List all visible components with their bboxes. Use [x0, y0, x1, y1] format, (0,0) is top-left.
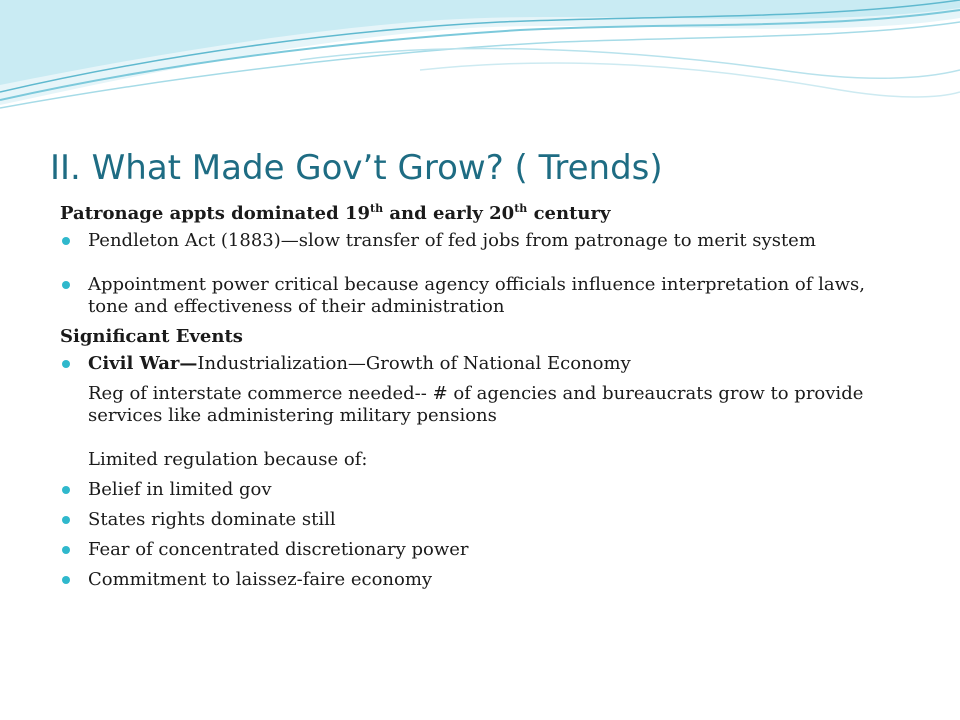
- bullet-reason-states-rights: States rights dominate still: [60, 509, 910, 531]
- bullet-reason-laissez-faire: Commitment to laissez-faire economy: [60, 569, 910, 591]
- decorative-wave-header: [0, 0, 960, 130]
- bullet-civil-war: [60, 353, 910, 375]
- significant-events-heading: Significant Events: [60, 326, 243, 347]
- limited-regulation-intro: Limited regulation because of:: [88, 449, 368, 470]
- bullet-pendleton-act: Pendleton Act (1883)—slow transfer of fed jobs from patronage to merit system: [60, 230, 910, 252]
- patronage-heading-sup-1: th: [370, 202, 384, 215]
- bullet-reason-limited-gov: Belief in limited gov: [60, 479, 910, 501]
- slide-body: [60, 203, 910, 599]
- patronage-heading-part-1: Patronage appts dominated 19: [60, 203, 371, 224]
- bullet-appointment-power: Appointment power critical because agency officials influence interpretation of laws, tone and effectiveness of their administration: [60, 274, 910, 318]
- patronage-heading-part-3: century: [527, 203, 611, 224]
- slide-title: II. What Made Gov’t Grow? ( Trends): [50, 148, 663, 188]
- patronage-heading-part-2: and early 20: [383, 203, 515, 224]
- civil-war-bold: Civil War—: [88, 353, 198, 374]
- wave-line-5: [420, 63, 960, 97]
- patronage-heading-sup-2: th: [514, 202, 528, 215]
- regulation-paragraph: Reg of interstate commerce needed-- # of agencies and bureaucrats grow to provide services like administering military pensions: [88, 383, 864, 426]
- bullet-reason-fear-power: Fear of concentrated discretionary power: [60, 539, 910, 561]
- civil-war-rest: Industrialization—Growth of National Economy: [197, 353, 631, 374]
- patronage-heading: [60, 203, 910, 225]
